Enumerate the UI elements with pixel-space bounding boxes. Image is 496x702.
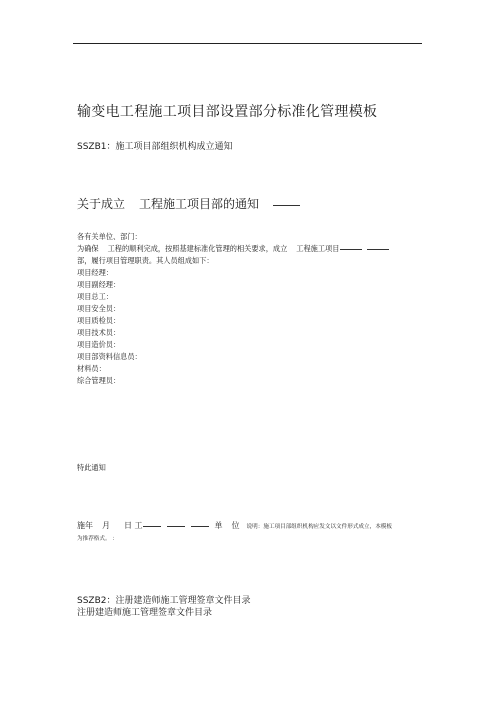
sign-text-d: 单 — [214, 521, 223, 530]
sign-text-c: 日 工 — [124, 521, 143, 530]
sign-note: 说明：施工项目部组织机构应发文以文件形式成立，本模板 — [246, 524, 392, 530]
sign-text-a: 施年 — [77, 521, 93, 530]
staff-role: 项目造价员： — [77, 340, 121, 349]
sign-text-b: 月 — [102, 521, 110, 530]
staff-role: 项目部资料信息员： — [77, 352, 142, 361]
para-blank-2 — [367, 249, 389, 250]
section1-heading: SSZB1：施工项目部组织机构成立通知 — [77, 142, 233, 152]
section2-subheading: 注册建造师施工管理签章文件目录 — [77, 608, 213, 618]
staff-role: 材料员： — [77, 364, 106, 373]
staff-role: 项目安全员： — [77, 304, 121, 313]
staff-role: 项目经理： — [77, 268, 113, 277]
staff-list — [77, 267, 142, 387]
salutation: 各有关单位、部门： — [77, 232, 142, 241]
closing-text: 特此通知 — [77, 463, 106, 472]
notice-title-part2: 工程施工项目部的通知 — [139, 197, 260, 211]
staff-role: 项目质检员： — [77, 316, 121, 325]
para-blank-1 — [340, 249, 362, 250]
para-line2: 部，履行项目管理职责。其人员组成如下： — [77, 256, 214, 265]
notice-title-part1: 关于成立 — [77, 197, 126, 211]
section2-heading: SSZB2：注册建造师施工管理签章文件目录 — [77, 596, 251, 606]
para-text-b: 工程的顺利完成，按照基建标准化管理的相关要求，成立 — [107, 244, 288, 253]
para-text-c: 工程施工项目 — [296, 244, 340, 253]
header-rule — [73, 43, 422, 44]
sign-blank-1 — [143, 526, 161, 527]
staff-role: 项目技术员： — [77, 328, 121, 337]
para-text-a: 为确保 — [77, 244, 99, 253]
document-title: 输变电工程施工项目部设置部分标准化管理模板 — [77, 104, 378, 120]
staff-role: 项目副经理： — [77, 280, 121, 289]
notice-title — [77, 196, 300, 212]
staff-role: 项目总工： — [77, 292, 113, 301]
sign-blank-2 — [167, 526, 185, 527]
signature-block — [77, 520, 422, 545]
sign-note-line2: 为推荐格式。 ： — [77, 536, 118, 542]
sign-blank-3 — [191, 526, 209, 527]
notice-title-blank — [273, 205, 300, 206]
intro-paragraph — [77, 243, 422, 267]
staff-role: 综合管理员： — [77, 376, 121, 385]
sign-text-e: 位 — [231, 521, 240, 530]
